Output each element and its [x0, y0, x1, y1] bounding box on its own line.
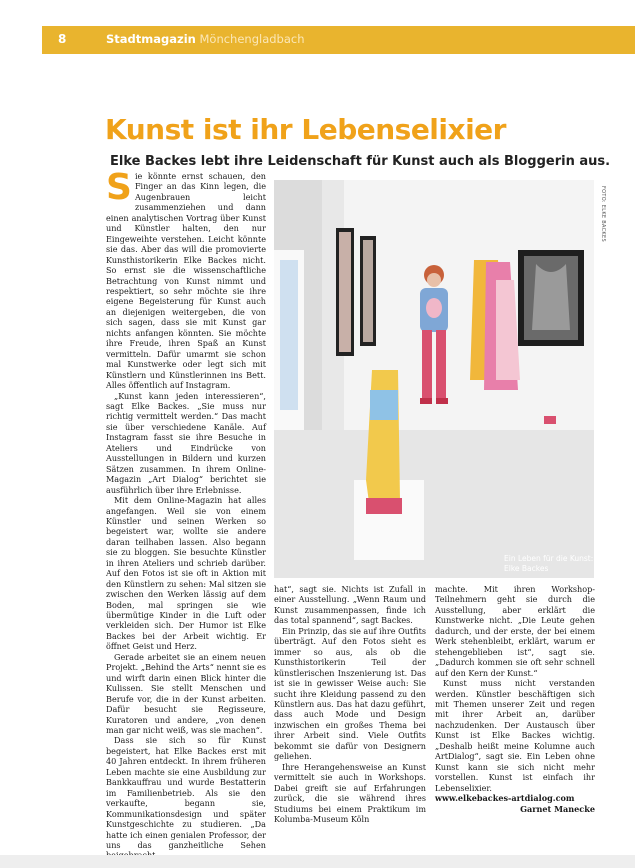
paragraph: „Kunst kann jeden interessieren“, sagt Elke Backes. „Sie muss nur richtig vermittelt werden.“ Das macht sie über verschiedene Kanäle. Auf Instagram fasst sie ihre Besuche in Ateliers und Eindrücke von Ausstellungen in Bildern und kurzen Sätzen zusammen. In ihrem Online-Magazin „Art Dialog“ berichtet sie ausführlich über ihre Erlebnisse.	[106, 390, 266, 495]
paragraph: Ihre Herangehensweise an Kunst vermittelt sie auch in Workshops. Dabei greift sie auf Erfahrungen zurück, die sie während ihres Studiums bei einem Praktikum im Kolumba-Museum Köln	[274, 761, 426, 824]
photo-caption	[504, 554, 593, 574]
paragraph: Kunst muss nicht verstanden werden. Künstler beschäftigen sich mit Themen unserer Zeit und regen mit ihrer Arbeit an, darüber nachzudenken. Der Austausch über Kunst ist Elke Backes wichtig. „Deshalb heißt meine Kolumne auch ArtDialog“, sagt sie. Ein Leben ohne Kunst kann sie sich nicht mehr vorstellen. Kunst ist einfach ihr Lebenselixier.	[435, 678, 595, 793]
article-column-1	[106, 167, 266, 850]
article-photo	[274, 180, 594, 578]
article-column-3	[435, 584, 595, 814]
paragraph: hat“, sagt sie. Nichts ist Zufall in einer Ausstellung. „Wenn Raum und Kunst zusammenpassen, finde ich das total spannend“, sagt Backes.	[274, 584, 426, 626]
magazine-name: Stadtmagazin	[106, 32, 196, 46]
gallery-scene	[274, 180, 594, 578]
article-headline: Kunst ist ihr Lebenselixier	[105, 113, 506, 146]
paragraph: Ein Prinzip, das sie auf ihre Outfits überträgt. Auf den Fotos sieht es immer so aus, als ob die Kunsthistorikerin Teil der künstlerischen Inszenierung ist. Das ist sie in gewisser Weise auch: Sie sucht ihre Kleidung passend zu den Künstlern aus. Das hat dazu geführt, dass auch Mode und Design inzwischen ein großes Thema bei ihrer Arbeit sind. Viele Outfits bekommt sie dafür von Designern geliehen.	[274, 625, 426, 762]
caption-line-1: Ein Leben für die Kunst:	[504, 554, 594, 563]
article-subheadline: Elke Backes lebt ihre Leidenschaft für Kunst auch als Bloggerin aus.	[110, 154, 611, 169]
drop-cap: S	[106, 167, 132, 208]
magazine-city: Mönchengladbach	[199, 32, 305, 46]
paragraph: machte. Mit ihren Workshop-Teilnehmern geht sie durch die Ausstellung, aber erklärt die Kunstwerke nicht. „Die Leute gehen dadurch, und der erste, der bei einem Werk stehenbleibt, erklärt, warum er stehengeblieben ist“, sagt sie. „Dadurch kommen sie oft sehr schnell auf den Kern der Kunst.“	[435, 584, 595, 678]
website-link[interactable]: www.elkebackes-artdialog.com	[435, 793, 575, 804]
woman-pants	[422, 330, 432, 400]
paragraph-text: ie könnte ernst schauen, den Finger an das Kinn legen, die Augenbrauen leicht zusammenziehen und dann einen analytischen Vortrag über Kunst und Künstler halten, den nur Eingeweihte verstehen. Leicht könnte sie das. Aber das will die promovierte Kunsthistorikerin Elke Backes nicht. So ernst sie die wissenschaftliche Betrachtung von Kunst nimmt und respektiert, so sehr möchte sie ihre eigene Begeisterung für Kunst auch an diejenigen weitergeben, die von sich sagen, dass sie mit Kunst gar nichts anfangen könnten. Sie möchte ihre Freude, ihren Spaß an Kunst vermitteln. Dafür umarmt sie schon mal Kunstwerke oder legt sich mit Künstlern und Künstlerinnen ins Bett. Alles öffentlich auf Instagram.	[106, 171, 266, 391]
paragraph	[106, 167, 266, 391]
paragraph: Dass sie sich so für Kunst begeistert, hat Elke Backes erst mit 40 Jahren entdeckt. In ihrem früheren Leben machte sie eine Ausbildung zur Bankkauffrau und wurde Bestatterin im Familienbetrieb. Als sie den verkaufte, begann sie, Kommunikationsdesign und später Kunstgeschichte zu studieren. „Da hatte ich einen genialen Professor, der uns das ganzheitliche Sehen	[106, 735, 266, 850]
caption-line-2: Elke Backes	[504, 564, 549, 573]
bottom-strip	[0, 855, 635, 868]
article-column-2	[274, 584, 426, 824]
paragraph: Mit dem Online-Magazin hat alles angefangen. Weil sie von einem Künstler und seinen Werken so begeistert war, wollte sie andere daran teilhaben lassen. Also begann sie zu bloggen. Sie besuchte Künstler in ihren Ateliers und schrieb darüber. Auf den Fotos ist sie oft in Aktion mit den Künstlern zu sehen: Mal sitzen sie zwischen den Werken lässig auf dem Boden, mal springen sie wie übermütige Kinder in die Luft oder verkleiden sich. Der Humor ist Elke Backes bei der Arbeit wichtig. Er öffnet Geist und Herz.	[106, 495, 266, 652]
paragraph: Gerade arbeitet sie an einem neuen Projekt. „Behind the Arts“ nennt sie es und wirft darin einen Blick hinter die Kulissen. Sie stellt Menschen und Berufe vor, die in der Kunst arbeiten. Dafür besucht sie Regisseure, Kuratoren und andere, „von denen man gar nicht weiß, was sie machen“.	[106, 651, 266, 736]
header-bar	[42, 26, 635, 54]
page-number: 8	[58, 32, 67, 46]
author-name: Garnet Manecke	[520, 803, 595, 814]
photo-credit: FOTO: ELKE BACKES	[600, 186, 606, 242]
magazine-title	[106, 32, 305, 46]
